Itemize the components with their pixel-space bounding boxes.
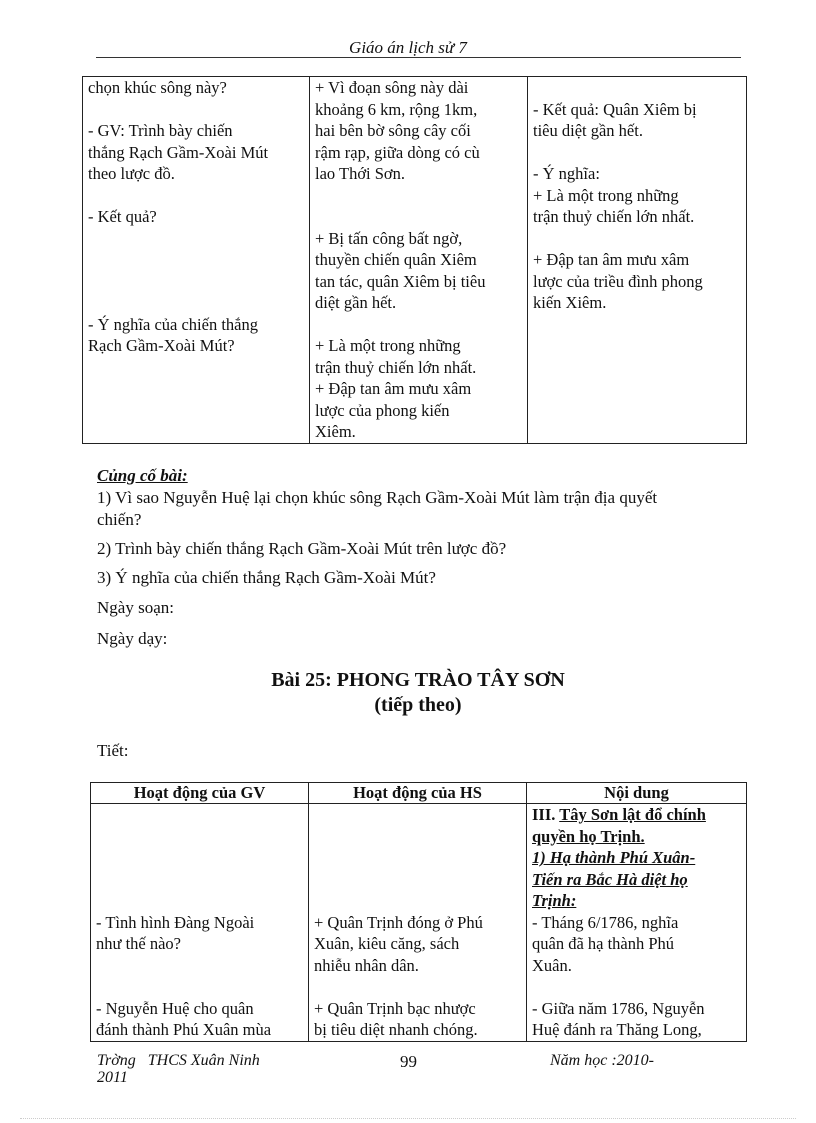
footer-school-year: Năm học :2010- xyxy=(550,1052,654,1069)
text-line: lao Thới Sơn. xyxy=(315,164,406,183)
text-line: thuyền chiến quân Xiêm xyxy=(315,250,477,269)
text-line: - Nguyễn Huệ cho quân xyxy=(96,998,254,1018)
header-divider xyxy=(96,57,741,58)
review-question-1: 1) Vì sao Nguyễn Huệ lại chọn khúc sông Rạch Gầm-Xoài Mút làm trận địa quyết xyxy=(97,488,658,507)
review-question-3: 3) Ý nghĩa của chiến thắng Rạch Gầm-Xoài Mút? xyxy=(97,568,436,587)
text-line: theo lược đồ. xyxy=(88,164,175,183)
column-header-content: Nội dung xyxy=(527,783,747,804)
text-line: - Ý nghĩa: xyxy=(533,164,600,183)
text-line: - Kết quả: Quân Xiêm bị xyxy=(533,99,697,119)
text-line: - Kết quả? xyxy=(88,207,157,226)
lesson-title: Bài 25: PHONG TRÀO TÂY SƠN xyxy=(271,669,565,691)
text-line: Huệ đánh ra Thăng Long, xyxy=(532,1020,702,1039)
period-label: Tiết: xyxy=(97,741,129,760)
text-line: - Ý nghĩa của chiến thắng xyxy=(88,314,258,334)
text-line: khoảng 6 km, rộng 1km, xyxy=(315,99,478,119)
text-line: - GV: Trình bày chiến xyxy=(88,121,233,140)
column-header-student: Hoạt động của HS xyxy=(309,783,527,804)
text-line: kiến Xiêm. xyxy=(533,293,607,312)
text-line: + Đập tan âm mưu xâm xyxy=(533,250,690,269)
teach-date-label: Ngày dạy: xyxy=(97,629,168,648)
student-activity-cell xyxy=(309,804,527,1042)
review-question-1-cont: chiến? xyxy=(97,510,142,529)
text-line: + Bị tấn công bất ngờ, xyxy=(315,228,463,248)
content-cell xyxy=(527,804,747,1042)
prep-date-label: Ngày soạn: xyxy=(97,598,174,617)
column-header-teacher: Hoạt động của GV xyxy=(91,783,309,804)
text-line: + Là một trong những xyxy=(533,185,679,205)
lesson-plan-table xyxy=(90,782,747,1042)
sub-heading-line: Trịnh: xyxy=(532,891,577,910)
text-line: như thế nào? xyxy=(96,934,181,953)
review-question-2: 2) Trình bày chiến thắng Rạch Gầm-Xoài Mút trên lược đồ? xyxy=(97,539,507,558)
section-heading-line: III. Tây Sơn lật đổ chính xyxy=(532,805,706,824)
text-line: - Tình hình Đàng Ngoài xyxy=(96,912,255,932)
text-line: trận thuỷ chiến lớn nhất. xyxy=(533,207,695,226)
text-line: thắng Rạch Gầm-Xoài Mút xyxy=(88,142,269,162)
text-line: Rạch Gầm-Xoài Mút? xyxy=(88,336,235,355)
teacher-activity-cell xyxy=(91,804,309,1042)
text-line: + Là một trong những xyxy=(315,336,461,355)
text-line: diệt gần hết. xyxy=(315,293,397,312)
teacher-activity-cell xyxy=(83,77,310,444)
sub-heading-line: 1) Hạ thành Phú Xuân- xyxy=(532,848,696,867)
text-line: - Tháng 6/1786, nghĩa xyxy=(532,912,679,932)
text-line: bị tiêu diệt nhanh chóng. xyxy=(314,1020,478,1039)
text-line: chọn khúc sông này? xyxy=(88,78,227,97)
sub-heading-line: Tiến ra Bắc Hà diệt họ xyxy=(532,869,688,889)
page-number: 99 xyxy=(400,1052,417,1071)
footer-school: Trờng THCS Xuân Ninh xyxy=(97,1052,260,1069)
text-line: hai bên bờ sông cây cối xyxy=(315,121,471,140)
text-line: nhiễu nhân dân. xyxy=(314,955,419,975)
lesson-subtitle: (tiếp theo) xyxy=(374,694,462,716)
text-line: + Quân Trịnh bạc nhược xyxy=(314,998,476,1018)
footer-year-end: 2011 xyxy=(97,1069,128,1086)
text-line: lược của triều đình phong xyxy=(533,271,703,291)
text-line: rậm rạp, giữa dòng có cù xyxy=(315,142,480,162)
student-activity-cell xyxy=(310,77,528,444)
text-line: lược của phong kiến xyxy=(315,400,450,420)
text-line: tiêu diệt gần hết. xyxy=(533,121,643,140)
text-line: + Vì đoạn sông này dài xyxy=(315,78,469,97)
page-header-title: Giáo án lịch sử 7 xyxy=(349,38,467,57)
text-line: - Giữa năm 1786, Nguyễn xyxy=(532,998,705,1018)
section-heading-line: quyền họ Trịnh. xyxy=(532,826,645,846)
text-line: tan tác, quân Xiêm bị tiêu xyxy=(315,271,486,291)
text-line: + Quân Trịnh đóng ở Phú xyxy=(314,912,483,932)
text-line: trận thuỷ chiến lớn nhất. xyxy=(315,357,477,377)
text-line: quân đã hạ thành Phú xyxy=(532,934,675,953)
page-bottom-border xyxy=(20,1118,796,1119)
text-line: đánh thành Phú Xuân mùa xyxy=(96,1020,272,1039)
review-heading: Củng cố bài: xyxy=(97,466,188,485)
text-line: + Đập tan âm mưu xâm xyxy=(315,379,472,398)
text-line: Xuân. xyxy=(532,955,572,975)
text-line: Xuân, kiêu căng, sách xyxy=(314,934,460,953)
content-cell xyxy=(528,77,747,444)
text-line: Xiêm. xyxy=(315,422,356,441)
continuation-table xyxy=(82,76,747,444)
